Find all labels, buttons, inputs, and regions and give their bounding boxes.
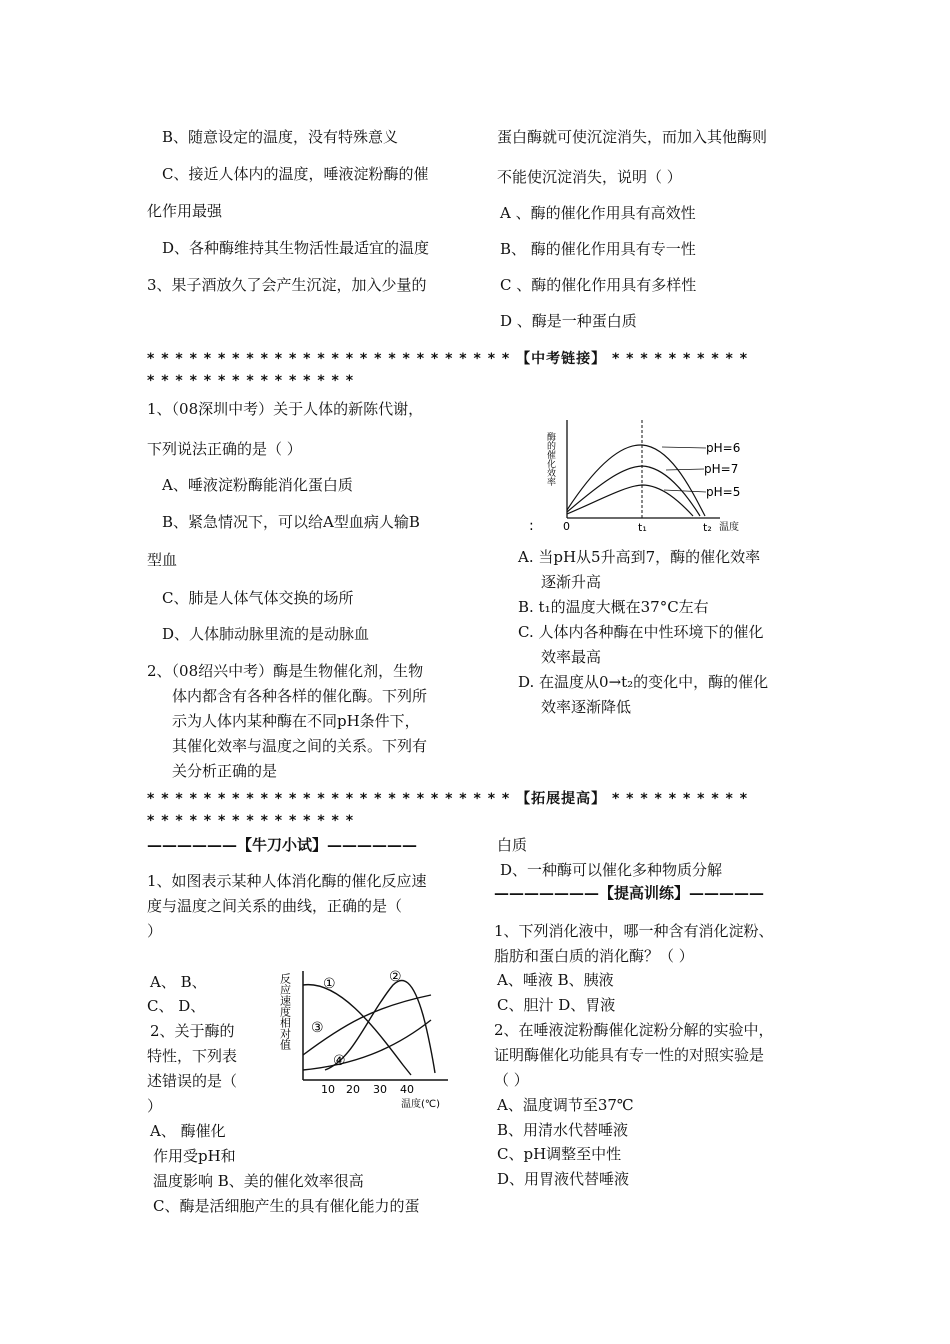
x-tick-10: 10 bbox=[321, 1083, 335, 1096]
label-ph7: pH=7 bbox=[704, 462, 739, 476]
option-a: A 、酶的催化作用具有高效性 bbox=[500, 204, 696, 222]
zk-question-2: 2、（08绍兴中考）酶是生物催化剂，生物 bbox=[147, 662, 424, 680]
zk-question-2-line4: 其催化效率与温度之间的关系。下列有 bbox=[172, 737, 428, 755]
curve-ph5 bbox=[567, 485, 693, 516]
nd-q2-option-a: A、 酶催化 bbox=[150, 1122, 226, 1140]
stars-line: * * * * * * * * * * * * * * * bbox=[147, 373, 355, 389]
label-ph6: pH=6 bbox=[706, 441, 741, 455]
section-title: 【中考链接】 bbox=[516, 351, 607, 367]
nd-question-1-line3: ） bbox=[147, 922, 163, 940]
nd-q2-option-c: C、酶是活细胞产生的具有催化能力的蛋 bbox=[153, 1197, 420, 1215]
zk-q2-option-d: D. 在温度从0→t₂的变化中，酶的催化 bbox=[518, 673, 769, 691]
nd-question-2: 2、关于酶的 bbox=[150, 1022, 235, 1040]
x-tick-40: 40 bbox=[400, 1083, 414, 1096]
stars-right: * * * * * * * * * * bbox=[611, 791, 749, 807]
option-c-cont: 化作用最强 bbox=[147, 202, 223, 220]
zk-question-1: 1、（08深圳中考）关于人体的新陈代谢， bbox=[147, 400, 424, 418]
stars-right: * * * * * * * * * * bbox=[611, 351, 749, 367]
option-b: B、 酶的催化作用具有专一性 bbox=[500, 240, 696, 258]
tg-q2-option-d: D、用胃液代替唾液 bbox=[497, 1170, 630, 1188]
tg-q1-options-ab: A、唾液 B、胰液 bbox=[497, 971, 614, 989]
tg-q1-options-cd: C、胆汁 D、胃液 bbox=[497, 996, 616, 1014]
label-ph5: pH=5 bbox=[706, 485, 741, 499]
marker-4: ④ bbox=[333, 1053, 346, 1069]
tg-question-2-line2: 证明酶催化功能具有专一性的对照实验是 bbox=[494, 1046, 765, 1064]
zk-q1-option-c: C、肺是人体气体交换的场所 bbox=[162, 589, 354, 607]
tg-q2-option-a: A、温度调节至37℃ bbox=[497, 1096, 634, 1114]
section-divider-zhongkao bbox=[147, 348, 748, 368]
chart-y-label: 酶的催化效率 bbox=[545, 432, 555, 486]
tg-question-2: 2、在唾液淀粉酶催化淀粉分解的实验中， bbox=[494, 1021, 774, 1039]
section-divider-tuozhan bbox=[147, 788, 748, 808]
leader-ph5 bbox=[664, 490, 706, 492]
marker-2: ② bbox=[389, 969, 402, 985]
tg-question-1-line2: 脂肪和蛋白质的消化酶？（ ） bbox=[494, 947, 694, 965]
nd-q2-option-d: D、一种酶可以催化多种物质分解 bbox=[500, 861, 723, 879]
enzyme-ph-chart bbox=[520, 412, 780, 540]
zk-q1-option-d: D、人体肺动脉里流的是动脉血 bbox=[162, 625, 370, 643]
option-d: D、各种酶维持其生物活性最适宜的温度 bbox=[162, 239, 430, 257]
stars-line: * * * * * * * * * * * * * * * bbox=[147, 813, 355, 829]
tg-q2-option-c: C、pH调整至中性 bbox=[497, 1145, 622, 1163]
tg-question-2-line3: （ ） bbox=[494, 1071, 529, 1089]
marker-1: ① bbox=[323, 976, 336, 992]
x-tick-t1: t₁ bbox=[638, 521, 647, 534]
option-c: C 、酶的催化作用具有多样性 bbox=[500, 276, 697, 294]
chart-dot: : bbox=[529, 518, 534, 534]
niudao-header: ——————【牛刀小试】—————— bbox=[147, 836, 418, 854]
option-d: D 、酶是一种蛋白质 bbox=[500, 312, 637, 330]
question-3-cont: 蛋白酶就可使沉淀消失，而加入其他酶则 bbox=[497, 128, 768, 146]
zk-q1-option-b: B、紧急情况下，可以给A型血病人输B bbox=[162, 513, 420, 531]
x-tick-20: 20 bbox=[346, 1083, 360, 1096]
tg-question-1: 1、下列消化液中，哪一种含有消化淀粉、 bbox=[494, 922, 774, 940]
x-axis-label: 温度(℃) bbox=[401, 1099, 441, 1110]
leader-ph6 bbox=[662, 447, 706, 448]
question-3: 3、果子酒放久了会产生沉淀，加入少量的 bbox=[147, 276, 427, 294]
stars-left: * * * * * * * * * * * * * * * * * * * * * * * * * * bbox=[147, 351, 511, 367]
nd-q1-options-cd: C、 D、 bbox=[147, 997, 206, 1015]
nd-question-1: 1、如图表示某种人体消化酶的催化反应速 bbox=[147, 872, 427, 890]
nd-question-1-line2: 度与温度之间关系的曲线，正确的是（ bbox=[147, 897, 403, 915]
zk-q1-option-b-cont: 型血 bbox=[147, 551, 178, 569]
zk-q1-option-a: A、唾液淀粉酶能消化蛋白质 bbox=[162, 476, 353, 494]
x-tick-30: 30 bbox=[373, 1083, 387, 1096]
stars-left: * * * * * * * * * * * * * * * * * * * * * * * * * * bbox=[147, 791, 511, 807]
x-axis-label: 温度 bbox=[719, 522, 739, 533]
zk-question-2-line5: 关分析正确的是 bbox=[172, 762, 278, 780]
reaction-rate-chart bbox=[278, 965, 463, 1110]
zk-question-2-line2: 体内都含有各种各样的催化酶。下列所 bbox=[172, 687, 428, 705]
nd-q2-option-a-b: 温度影响 B、美的催化效率很高 bbox=[153, 1172, 364, 1190]
zk-q2-option-a: A. 当pH从5升高到7，酶的催化效率 bbox=[518, 548, 761, 566]
section-title: 【拓展提高】 bbox=[516, 791, 607, 807]
nd-question-2-line4: ） bbox=[147, 1097, 163, 1115]
zk-q2-option-c: C. 人体内各种酶在中性环境下的催化 bbox=[518, 623, 764, 641]
nd-q1-options-ab: A、 B、 bbox=[150, 973, 207, 991]
question-3-cont2: 不能使沉淀消失，说明（ ） bbox=[497, 168, 682, 186]
x-tick-t2: t₂ bbox=[703, 521, 712, 534]
option-b: B、随意设定的温度，没有特殊意义 bbox=[162, 128, 399, 146]
marker-3: ③ bbox=[311, 1020, 324, 1036]
zk-question-2-line3: 示为人体内某种酶在不同pH条件下， bbox=[172, 712, 420, 730]
tg-q2-option-b: B、用清水代替唾液 bbox=[497, 1121, 629, 1139]
zk-question-1-cont: 下列说法正确的是（ ） bbox=[147, 440, 302, 458]
zk-q2-option-d-cont: 效率逐渐降低 bbox=[541, 698, 632, 716]
nd-q2-option-c-cont: 白质 bbox=[497, 836, 528, 854]
nd-q2-option-a-cont: 作用受pH和 bbox=[153, 1147, 236, 1165]
zk-q2-option-c-cont: 效率最高 bbox=[541, 648, 602, 666]
x-tick-zero: 0 bbox=[563, 520, 570, 533]
option-c: C、接近人体内的温度，唾液淀粉酶的催 bbox=[162, 165, 429, 183]
chart-y-label: 反应速度相对值 bbox=[278, 973, 292, 1050]
zk-q2-option-a-cont: 逐渐升高 bbox=[541, 573, 602, 591]
tigao-header: ———————【提高训练】————— bbox=[494, 884, 765, 902]
nd-question-2-line2: 特性，下列表 bbox=[147, 1047, 238, 1065]
nd-question-2-line3: 述错误的是（ bbox=[147, 1072, 238, 1090]
zk-q2-option-b: B. t₁的温度大概在37°C左右 bbox=[518, 598, 709, 616]
leader-ph7 bbox=[666, 469, 704, 470]
